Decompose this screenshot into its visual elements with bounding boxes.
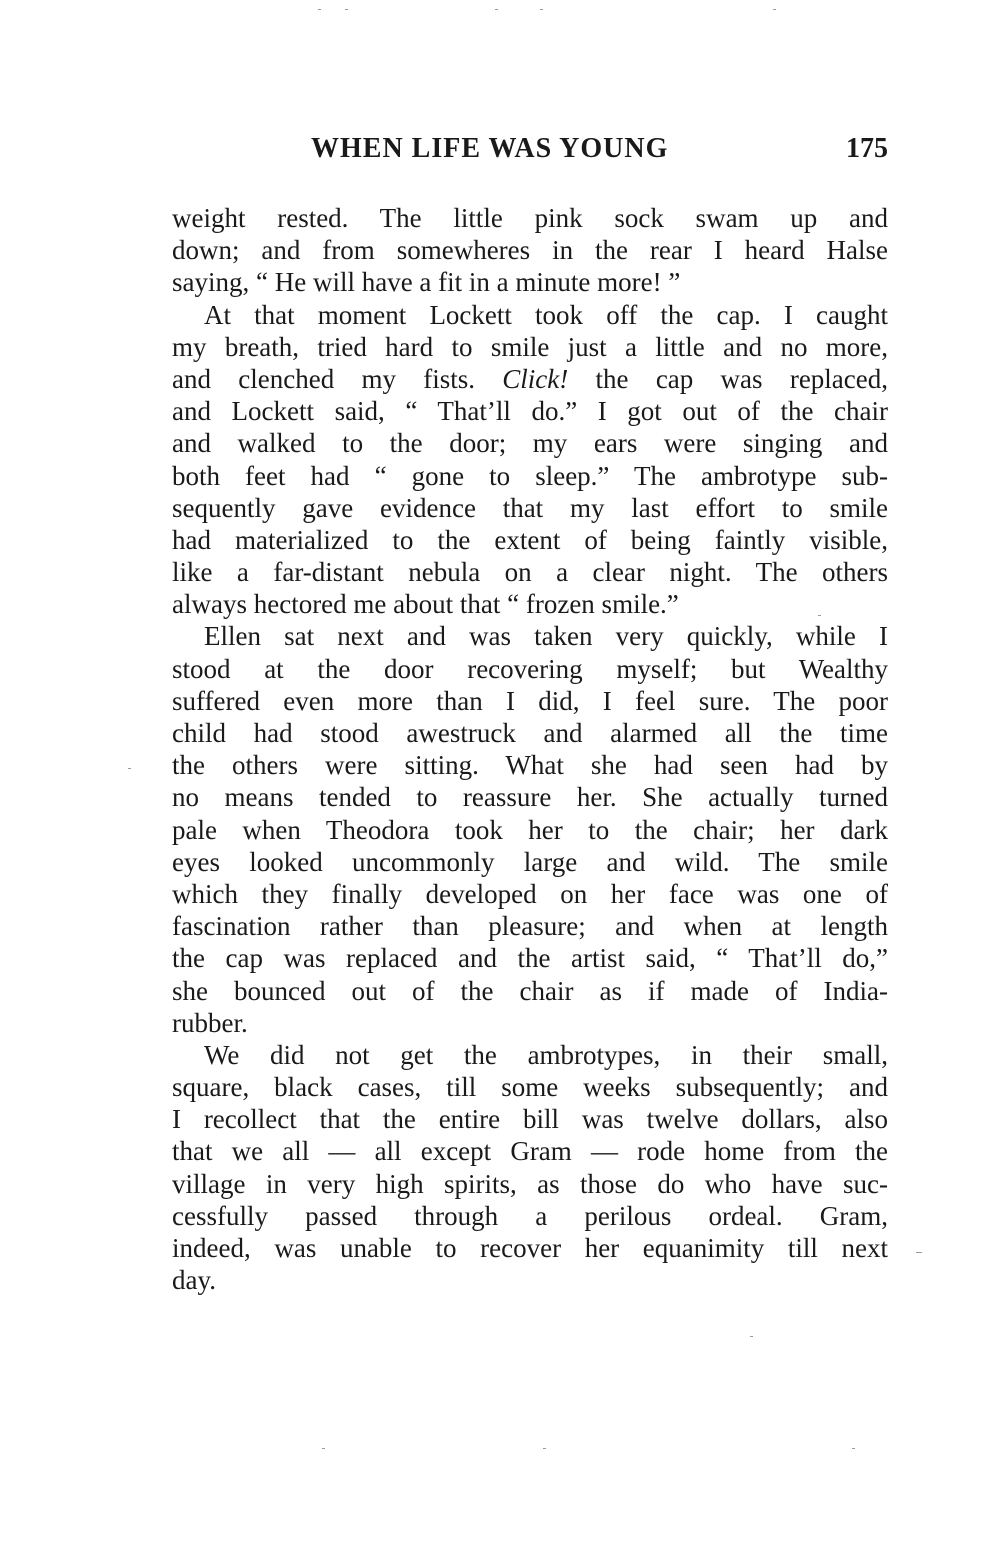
page-number: 175 (846, 133, 888, 164)
text-line: sequently gave evidence that my last effort to smile (172, 492, 888, 523)
scan-speck (540, 9, 543, 10)
scan-speck (750, 1336, 753, 1337)
text-line: that we all — all except Gram — rode home from the (172, 1136, 888, 1167)
text-line: and walked to the door; my ears were singing and (172, 428, 888, 459)
text-line: she bounced out of the chair as if made of India- (172, 975, 888, 1006)
text-line: no means tended to reassure her. She actually turned (172, 782, 888, 813)
text-line: indeed, was unable to recover her equanimity till next (172, 1233, 888, 1263)
text-line: village in very high spirits, as those do who have suc- (172, 1168, 888, 1199)
text-line: the others were sitting. What she had seen had by (172, 750, 888, 781)
text-line: suffered even more than I did, I feel sure. The poor (172, 685, 888, 716)
text-line: and Lockett said, “ That’ll do.” I got out of the chair (172, 396, 888, 427)
scan-speck (318, 9, 321, 10)
text-line: like a far-distant nebula on a clear night. The others (172, 557, 888, 588)
text-line: rubber. (172, 1007, 248, 1038)
text-line: eyes looked uncommonly large and wild. The smile (172, 846, 888, 877)
text-line: which they finally developed on her face was one of (172, 878, 888, 909)
text-line: saying, “ He will have a fit in a minute more! ” (172, 267, 681, 298)
text-line: pale when Theodora took her to the chair; her dark (172, 814, 888, 845)
scan-speck (773, 9, 776, 10)
scan-speck (543, 1448, 546, 1449)
text-line: my breath, tried hard to smile just a little and no more, (172, 331, 888, 362)
text-line: day. (172, 1265, 216, 1296)
text-line: At that moment Lockett took off the cap. I caught (204, 299, 888, 330)
text-line: We did not get the ambrotypes, in their small, (204, 1039, 888, 1070)
scan-speck (345, 9, 348, 10)
text-line: and clenched my fists. Click! the cap was replaced, (172, 363, 889, 394)
scan-speck (128, 768, 131, 769)
text-line: Ellen sat next and was taken very quickly, while I (204, 621, 888, 652)
scan-speck (495, 9, 498, 10)
text-line: always hectored me about that “ frozen smile.” (172, 589, 679, 620)
scan-speck (818, 615, 821, 616)
text-line: had materialized to the extent of being faintly visible, (172, 524, 888, 555)
text-line: cessfully passed through a perilous ordeal. Gram, (172, 1200, 888, 1231)
text-line: stood at the door recovering myself; but Wealthy (172, 653, 888, 684)
running-head (172, 133, 888, 173)
text-line: down; and from somewheres in the rear I heard Halse (172, 235, 888, 266)
text-line: the cap was replaced and the artist said, “ That’ll do,” (172, 943, 888, 974)
scan-speck (852, 1448, 855, 1449)
italic-word: Click! (502, 363, 569, 394)
text-line: both feet had “ gone to sleep.” The ambrotype sub- (172, 460, 888, 491)
body-text (172, 202, 888, 1296)
text-line: fascination rather than pleasure; and when at length (172, 911, 888, 942)
scan-speck (916, 1252, 922, 1253)
text-line: weight rested. The little pink sock swam up and (172, 203, 888, 233)
text-line: square, black cases, till some weeks subsequently; and (172, 1072, 888, 1103)
scan-speck (322, 1448, 325, 1449)
running-title: WHEN LIFE WAS YOUNG (311, 133, 669, 164)
text-line: child had stood awestruck and alarmed all the time (172, 718, 888, 748)
text-line: I recollect that the entire bill was twelve dollars, also (172, 1104, 888, 1135)
